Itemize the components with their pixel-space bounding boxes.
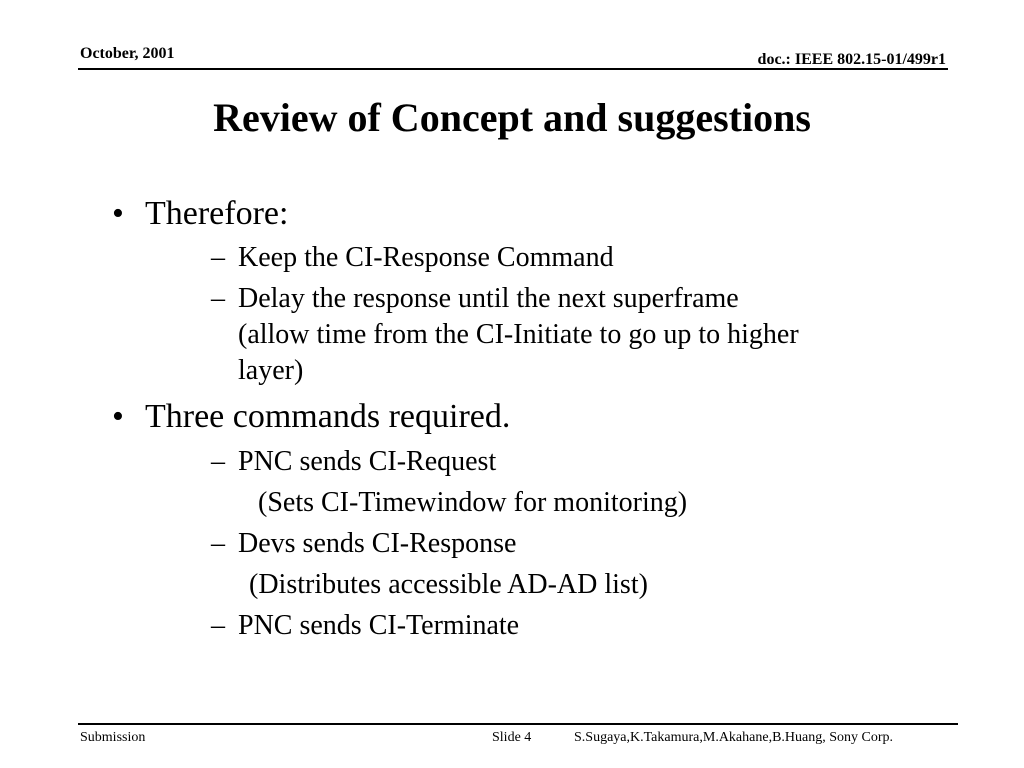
footer-slide-number: Slide 4 <box>492 730 532 745</box>
note-timewindow: (Sets CI-Timewindow for monitoring) <box>258 487 688 518</box>
subitem-text: PNC sends CI-Terminate <box>238 610 520 641</box>
footer-submission: Submission <box>80 730 146 745</box>
bullet-therefore <box>112 194 288 234</box>
subitem-text: Keep the CI-Response Command <box>238 242 614 273</box>
subitem-pnc-terminate <box>211 608 519 644</box>
bullet-three-commands <box>112 397 510 437</box>
footer-authors: S.Sugaya,K.Takamura,M.Akahane,B.Huang, Sony Corp. <box>574 730 894 745</box>
subitem-text-line-2: (allow time from the CI-Initiate to go up to higher <box>238 319 799 350</box>
subitem-text-line-1: Delay the response until the next superframe <box>238 283 739 314</box>
bullet-marker: • <box>112 398 124 435</box>
header-date: October, 2001 <box>80 45 175 62</box>
bullet-text: Three commands required. <box>145 398 511 435</box>
bullet-text: Therefore: <box>145 195 289 232</box>
subitem-text: PNC sends CI-Request <box>238 446 497 477</box>
dash-marker: – <box>211 610 225 641</box>
dash-marker: – <box>211 242 225 273</box>
subitem-devs-response <box>211 526 516 562</box>
slide-title: Review of Concept and suggestions <box>213 95 811 140</box>
subitem-keep-response <box>211 240 614 276</box>
dash-marker: – <box>211 446 225 477</box>
bullet-marker: • <box>112 195 124 232</box>
note-ad-list: (Distributes accessible AD-AD list) <box>249 569 648 600</box>
dash-marker: – <box>211 283 225 314</box>
subitem-pnc-request <box>211 444 496 480</box>
header-doc-id: doc.: IEEE 802.15-01/499r1 <box>757 51 946 68</box>
subitem-text-line-3: layer) <box>238 355 304 386</box>
subitem-delay-response <box>211 281 799 389</box>
dash-marker: – <box>211 528 225 559</box>
footer-rule <box>78 723 958 725</box>
subitem-text: Devs sends CI-Response <box>238 528 517 559</box>
